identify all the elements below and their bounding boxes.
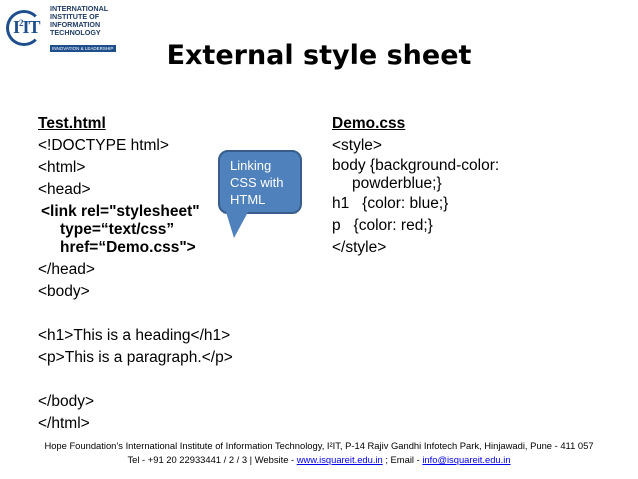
email-link[interactable]: info@isquareit.edu.in — [422, 454, 511, 465]
html-file-heading: Test.html — [38, 115, 106, 132]
logo-tagline: INNOVATION & LEADERSHIP — [50, 45, 116, 52]
code-line — [38, 303, 233, 325]
slide-title: External style sheet — [166, 40, 472, 71]
callout-tail — [226, 212, 248, 238]
code-line: <p>This is a paragraph.</p> — [38, 349, 233, 366]
link-tag-line: type=“text/css” — [60, 221, 175, 238]
slide-footer — [0, 439, 638, 467]
code-line: </html> — [38, 415, 90, 432]
callout-text: Linking CSS with HTML — [230, 158, 284, 207]
logo-mark-icon: $I^2IT$ — [4, 4, 46, 52]
code-line: <html> — [38, 159, 86, 176]
link-tag-line: href=“Demo.css"> — [60, 239, 196, 256]
website-link[interactable]: www.isquareit.edu.in — [296, 454, 383, 465]
code-line: <body> — [38, 283, 90, 300]
code-line: </style> — [332, 239, 387, 256]
footer-address: Hope Foundation’s International Institute of Information Technology, I²IT, P-14 Rajiv Gandhi Infotech Park, Hinjawadi, Pune - 411 057 — [44, 440, 594, 451]
code-line — [38, 369, 233, 391]
code-line: <style> — [332, 137, 382, 154]
footer-contact: Tel - +91 20 22933441 / 2 / 3 | Website - www.isquareit.edu.in ; Email - info@isquareit.edu.in — [127, 454, 511, 465]
code-line: </head> — [38, 261, 95, 278]
css-code-column — [332, 113, 499, 259]
code-line: body {background-color: — [332, 157, 500, 174]
code-line: p {color: red;} — [332, 217, 433, 234]
code-line: <h1>This is a heading</h1> — [38, 327, 231, 344]
code-line: h1 {color: blue;} — [332, 195, 449, 212]
code-line: powderblue;} — [352, 175, 442, 192]
link-tag-block — [38, 201, 233, 259]
code-line: </body> — [38, 393, 95, 410]
code-line: <!DOCTYPE html> — [38, 137, 169, 154]
css-file-heading: Demo.css — [332, 115, 406, 132]
code-line: <head> — [38, 181, 91, 198]
logo-text: INTERNATIONAL INSTITUTE OF INFORMATION TECHNOLOGY — [50, 4, 109, 37]
html-code-column — [38, 113, 233, 435]
link-tag-line: <link rel="stylesheet" — [41, 203, 200, 220]
